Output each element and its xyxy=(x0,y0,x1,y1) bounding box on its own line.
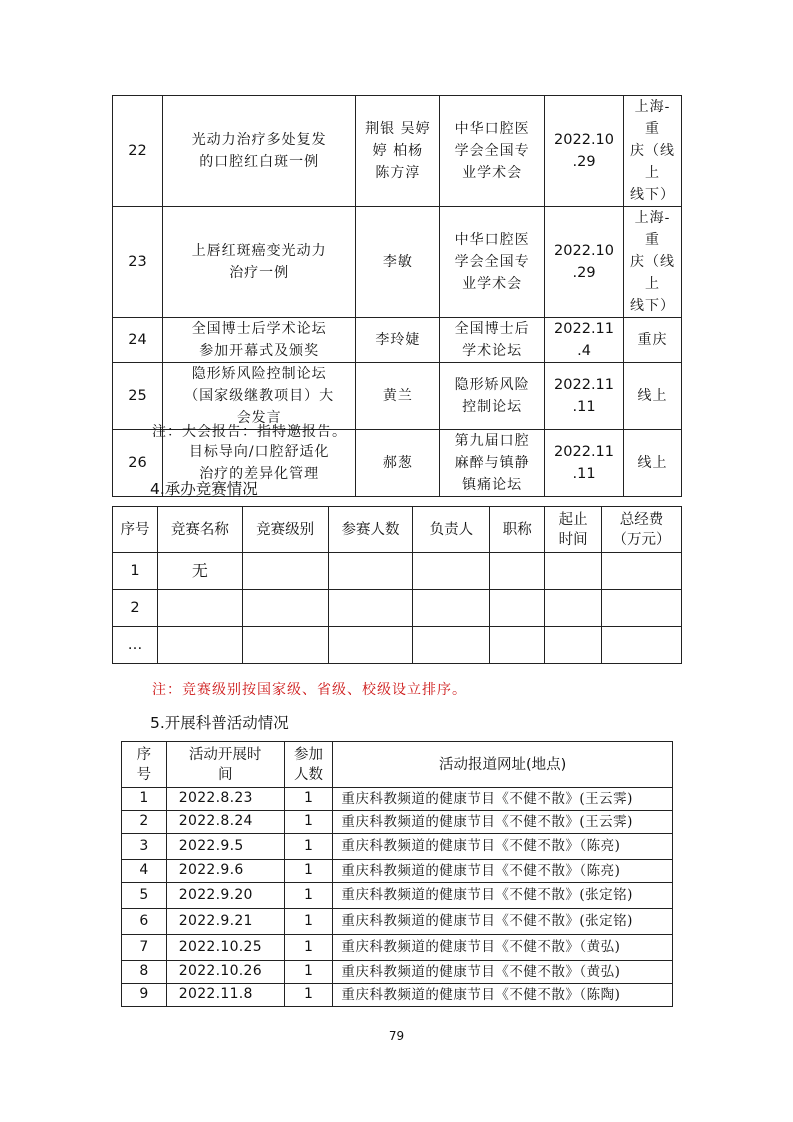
comp-level xyxy=(242,627,328,664)
comp-leader xyxy=(413,590,490,627)
section-heading-competitions: 4.承办竞赛情况 xyxy=(150,480,258,498)
column-header: 总经费 （万元） xyxy=(602,507,682,553)
comp-count xyxy=(328,627,413,664)
comp-funds xyxy=(602,627,682,664)
sci-count: 1 xyxy=(284,883,333,909)
sci-no: 9 xyxy=(122,984,167,1007)
talk-no: 25 xyxy=(113,363,163,430)
sci-url: 重庆科教频道的健康节目《不健不散》(张定铭) xyxy=(333,909,673,935)
talk-date: 2022.11 .11 xyxy=(545,363,624,430)
talk-place: 上海-重 庆（线上 线下） xyxy=(624,207,682,318)
column-header: 参赛人数 xyxy=(328,507,413,553)
competitions-table xyxy=(112,506,682,664)
table-row xyxy=(113,96,682,207)
sci-no: 6 xyxy=(122,909,167,935)
column-header: 竞赛名称 xyxy=(157,507,242,553)
talk-speaker: 李敏 xyxy=(356,207,440,318)
sci-url: 重庆科教频道的健康节目《不健不散》（陈陶) xyxy=(333,984,673,1007)
sci-count: 1 xyxy=(284,860,333,883)
sci-date: 2022.8.23 xyxy=(166,788,284,811)
page-number: 79 xyxy=(388,1029,405,1043)
column-header: 负责人 xyxy=(413,507,490,553)
talk-title: 上唇红斑癌变光动力 治疗一例 xyxy=(162,207,356,318)
column-header: 参加 人数 xyxy=(284,742,333,788)
sci-no: 4 xyxy=(122,860,167,883)
table-row xyxy=(122,935,673,961)
comp-name xyxy=(157,627,242,664)
talk-speaker: 郝葱 xyxy=(356,430,440,497)
column-header: 序号 xyxy=(113,507,158,553)
table-row xyxy=(113,207,682,318)
talk-meeting: 全国博士后 学术论坛 xyxy=(440,318,545,363)
sci-no: 7 xyxy=(122,935,167,961)
table-row xyxy=(122,984,673,1007)
comp-title xyxy=(490,627,545,664)
comp-level xyxy=(242,590,328,627)
sci-url: 重庆科教频道的健康节目《不健不散》(张定铭) xyxy=(333,883,673,909)
sci-count: 1 xyxy=(284,909,333,935)
talk-title: 光动力治疗多处复发 的口腔红白斑一例 xyxy=(162,96,356,207)
comp-leader xyxy=(413,627,490,664)
table-row xyxy=(113,318,682,363)
talk-meeting: 第九届口腔 麻醉与镇静 镇痛论坛 xyxy=(440,430,545,497)
comp-count xyxy=(328,590,413,627)
sci-no: 5 xyxy=(122,883,167,909)
talk-place: 线上 xyxy=(624,430,682,497)
talk-place: 上海-重 庆（线上 线下） xyxy=(624,96,682,207)
talk-no: 22 xyxy=(113,96,163,207)
column-header: 竞赛级别 xyxy=(242,507,328,553)
sci-url: 重庆科教频道的健康节目《不健不散》（黄弘) xyxy=(333,961,673,984)
sci-count: 1 xyxy=(284,935,333,961)
comp-name: 无 xyxy=(157,553,242,590)
comp-name xyxy=(157,590,242,627)
table-row xyxy=(122,909,673,935)
talks-note: 注：大会报告：指特邀报告。 xyxy=(152,424,347,440)
column-header: 起止 时间 xyxy=(545,507,602,553)
sci-date: 2022.10.25 xyxy=(166,935,284,961)
sci-count: 1 xyxy=(284,961,333,984)
talk-meeting: 中华口腔医 学会全国专 业学术会 xyxy=(440,207,545,318)
comp-title xyxy=(490,590,545,627)
comp-no: 2 xyxy=(113,590,158,627)
section-heading-science: 5.开展科普活动情况 xyxy=(150,714,289,732)
table-row xyxy=(122,883,673,909)
sci-date: 2022.9.20 xyxy=(166,883,284,909)
sci-date: 2022.9.5 xyxy=(166,834,284,860)
table-row xyxy=(122,811,673,834)
sci-no: 1 xyxy=(122,788,167,811)
talk-place: 重庆 xyxy=(624,318,682,363)
table-row xyxy=(113,627,682,664)
sci-date: 2022.9.21 xyxy=(166,909,284,935)
talk-title: 目标导向/口腔舒适化 治疗的差异化管理 xyxy=(162,430,356,497)
column-header: 职称 xyxy=(490,507,545,553)
talk-title: 全国博士后学术论坛 参加开幕式及颁奖 xyxy=(162,318,356,363)
sci-url: 重庆科教频道的健康节目《不健不散》（陈亮) xyxy=(333,834,673,860)
sci-no: 8 xyxy=(122,961,167,984)
talk-no: 24 xyxy=(113,318,163,363)
sci-count: 1 xyxy=(284,984,333,1007)
column-header: 序 号 xyxy=(122,742,167,788)
comp-period xyxy=(545,553,602,590)
sci-date: 2022.11.8 xyxy=(166,984,284,1007)
sci-url: 重庆科教频道的健康节目《不健不散》(王云霁) xyxy=(333,811,673,834)
sci-count: 1 xyxy=(284,834,333,860)
table-header-row xyxy=(122,742,673,788)
table-row xyxy=(113,590,682,627)
competitions-note: 注：竞赛级别按国家级、省级、校级设立排序。 xyxy=(152,682,467,698)
sci-no: 2 xyxy=(122,811,167,834)
table-row xyxy=(113,363,682,430)
comp-no: … xyxy=(113,627,158,664)
talk-meeting: 隐形矫风险 控制论坛 xyxy=(440,363,545,430)
talk-date: 2022.11 .11 xyxy=(545,430,624,497)
comp-period xyxy=(545,627,602,664)
sci-count: 1 xyxy=(284,788,333,811)
sci-no: 3 xyxy=(122,834,167,860)
sci-url: 重庆科教频道的健康节目《不健不散》(王云霁) xyxy=(333,788,673,811)
comp-period xyxy=(545,590,602,627)
sci-url: 重庆科教频道的健康节目《不健不散》（陈亮) xyxy=(333,860,673,883)
comp-funds xyxy=(602,590,682,627)
table-row xyxy=(122,961,673,984)
talk-no: 23 xyxy=(113,207,163,318)
table-row xyxy=(122,834,673,860)
sci-date: 2022.10.26 xyxy=(166,961,284,984)
talk-speaker: 黄兰 xyxy=(356,363,440,430)
talk-speaker: 李玲婕 xyxy=(356,318,440,363)
table-row xyxy=(122,788,673,811)
comp-level xyxy=(242,553,328,590)
comp-no: 1 xyxy=(113,553,158,590)
talk-place: 线上 xyxy=(624,363,682,430)
sci-date: 2022.9.6 xyxy=(166,860,284,883)
sci-url: 重庆科教频道的健康节目《不健不散》（黄弘) xyxy=(333,935,673,961)
science-table xyxy=(121,741,673,1007)
comp-funds xyxy=(602,553,682,590)
sci-date: 2022.8.24 xyxy=(166,811,284,834)
talk-date: 2022.11 .4 xyxy=(545,318,624,363)
talk-title: 隐形矫风险控制论坛 （国家级继教项目）大 会发言 xyxy=(162,363,356,430)
column-header: 活动报道网址(地点) xyxy=(333,742,673,788)
column-header: 活动开展时 间 xyxy=(166,742,284,788)
talk-no: 26 xyxy=(113,430,163,497)
comp-leader xyxy=(413,553,490,590)
talk-meeting: 中华口腔医 学会全国专 业学术会 xyxy=(440,96,545,207)
table-row xyxy=(113,553,682,590)
talk-date: 2022.10 .29 xyxy=(545,207,624,318)
table-header-row xyxy=(113,507,682,553)
talk-date: 2022.10 .29 xyxy=(545,96,624,207)
talk-speaker: 荆银 吴婷 婷 柏杨 陈方淳 xyxy=(356,96,440,207)
comp-title xyxy=(490,553,545,590)
comp-count xyxy=(328,553,413,590)
table-row xyxy=(122,860,673,883)
sci-count: 1 xyxy=(284,811,333,834)
